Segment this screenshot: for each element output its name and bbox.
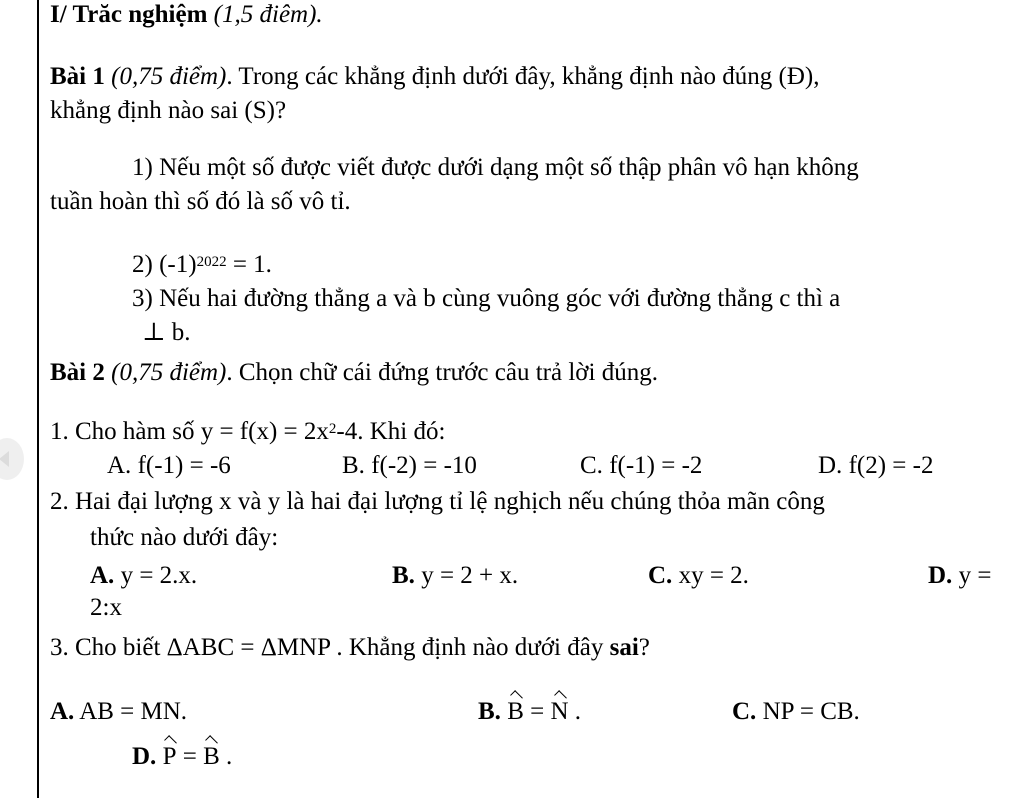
q2-option-d-cont: 2:x [90,594,122,621]
bai1-prompt: Bài 1 (0,75 điểm). Trong các khẳng định dưới đây, khẳng định nào đúng (Đ), [50,63,820,90]
statement-3-cont: ⊥ b. [142,319,191,346]
q2-text-cont: thức nào dưới đây: [90,524,279,551]
statement-3: 3) Nếu hai đường thẳng a và b cùng vuông góc với đường thẳng c thì a [132,285,841,312]
back-arrow-icon[interactable] [0,438,24,480]
angle-n-hat: N [550,698,569,725]
section-heading: I/ Trăc nghiệm (1,5 điêm). [50,1,323,28]
statement-1-cont: tuần hoàn thì số đó là số vô tỉ. [50,188,351,215]
q2-option-b[interactable]: B. y = 2 + x. [392,562,519,589]
q2-option-a[interactable]: A. y = 2.x. [90,562,198,589]
angle-b2-hat: B [203,743,220,770]
q2-text: 2. Hai đại lượng x và y là hai đại lượng tỉ lệ nghịch nếu chúng thỏa mãn công [50,488,825,515]
q3-option-a[interactable]: A. AB = MN. [50,698,188,725]
angle-p-hat: P [162,743,177,770]
angle-b-hat: B [507,698,524,725]
q3-text: 3. Cho biết ΔABC = ΔMNP . Khẳng định nào dưới đây sai? [50,634,650,661]
q2-option-c[interactable]: C. xy = 2. [648,562,749,589]
bai1-prompt-cont: khẳng định nào sai (S)? [50,97,287,124]
q3-option-d[interactable]: D. P = B . [132,743,233,770]
statement-1: 1) Nếu một số được viết được dưới dạng một số thập phân vô hạn không [132,154,859,181]
q3-option-c[interactable]: C. NP = CB. [732,698,860,725]
q1-option-d[interactable]: D. f(2) = -2 [818,452,934,479]
bai2-prompt: Bài 2 (0,75 điểm). Chọn chữ cái đứng trước câu trả lời đúng. [50,359,658,386]
q1-option-c[interactable]: C. f(-1) = -2 [580,452,703,479]
statement-2: 2) $(-1)^{2022} = 1$. [132,251,272,278]
q1-option-a[interactable]: A. f(-1) = -6 [107,452,231,479]
q1-option-b[interactable]: B. f(-2) = -10 [342,452,477,479]
q3-option-b[interactable]: B. B = N . [478,698,582,725]
q1-text: 1. Cho hàm số $y = f(x) = 2x^2-4$. Khi đó: [50,418,446,445]
q2-option-d[interactable]: D. y = [928,562,992,589]
